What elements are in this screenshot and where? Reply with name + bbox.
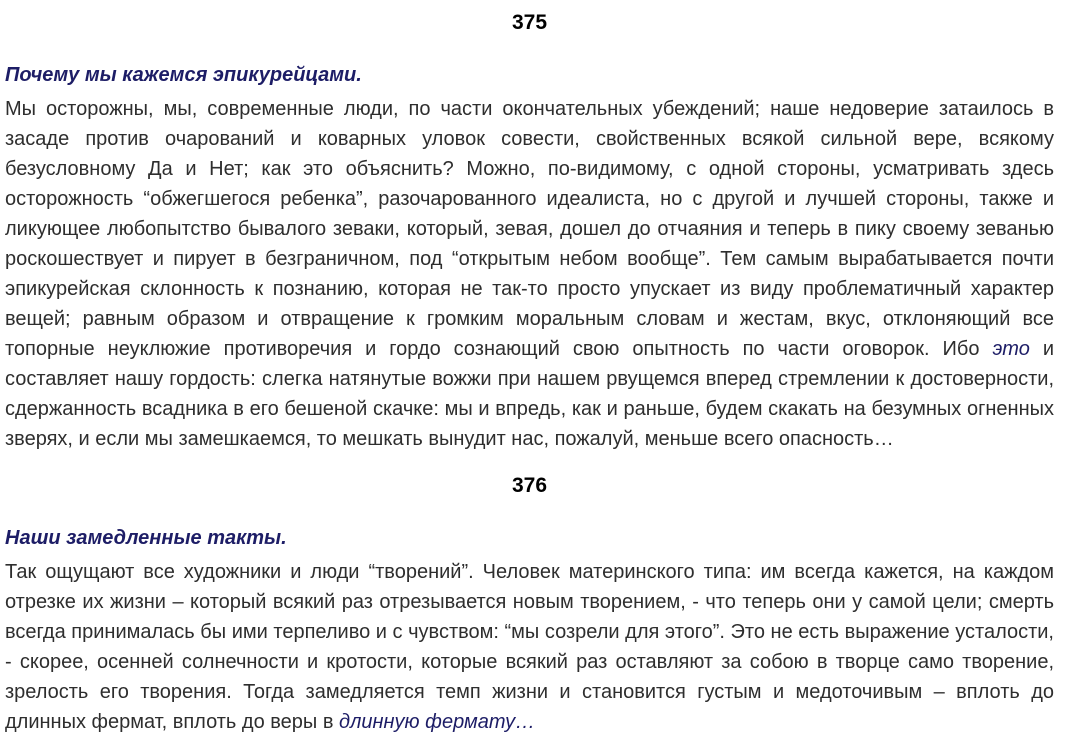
body-text-run: Так ощущают все художники и люди “творений”. Человек материнского типа: им всегда кажется, на каждом отрезке их жизни – который всякий раз отрезывается новым творением, - что теперь они у самой цели; смерть всегда принималась бы ими терпеливо и с чувством: “мы созрели для этого”. Это не есть выражение усталости, - скорее, осенней солнечности и кротости, которые всякий раз оставляют за собою в творце само творение, зрелость его творения. Тогда замедляется темп жизни и становится густым и медоточивым – вплоть до длинных фермат, вплоть до веры в: [5, 561, 1054, 733]
emphasis-text: длинную фермату…: [339, 711, 536, 733]
emphasis-text: это: [992, 338, 1030, 360]
section-number: 376: [511, 474, 548, 497]
section-title: Наши замедленные такты.: [5, 527, 287, 549]
body-text-run: и составляет нашу гордость: слегка натянутые вожжи при нашем рвущемся вперед стремлении к достоверности, сдержанность всадника в его бешеной скачке: мы и впредь, как и раньше, будем скакать на безумных огненных зверях, и если мы замешкаемся, то мешкать вынудит нас, пожалуй, меньше всего опасность…: [5, 338, 1055, 450]
aphorism-section-375: [5, 8, 1054, 454]
section-title: Почему мы кажемся эпикурейцами.: [5, 64, 362, 86]
section-body: [5, 557, 1054, 737]
section-body: [5, 94, 1054, 454]
section-number: 375: [511, 11, 548, 34]
aphorism-section-376: [5, 471, 1054, 737]
body-text-run: Мы осторожны, мы, современные люди, по части окончательных убеждений; наше недоверие затаилось в засаде против очарований и коварных уловок совести, свойственных всякой сильной вере, всякому безусловному Да и Нет; как это объяснить? Можно, по-видимому, с одной стороны, усматривать здесь осторожность “обжегшегося ребенка”, разочарованного идеалиста, но с другой и лучшей стороны, также и ликующее любопытство бывалого зеваки, который, зевая, дошел до отчаяния и теперь в пику своему зеванью роскошествует и пирует в безграничном, под “открытым небом вообще”. Тем самым вырабатывается почти эпикурейская склонность к познанию, которая не так-то просто упускает из виду проблематичный характер вещей; равным образом и отвращение к громким моральным словам и жестам, вкус, отклоняющий все топорные неуклюжие противоречия и гордо сознающий свою опытность по части оговорок. Ибо: [5, 98, 1054, 360]
